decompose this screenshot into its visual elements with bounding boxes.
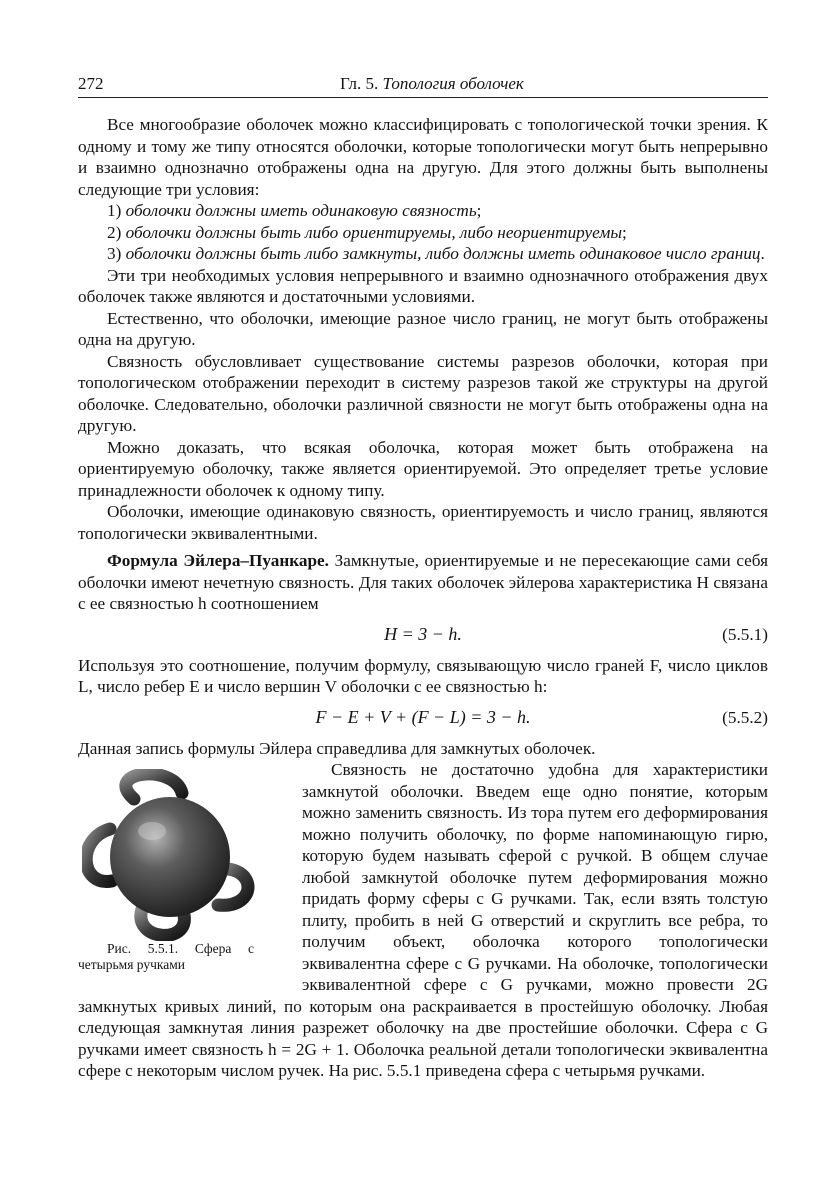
equation-5-5-1 [78,617,768,653]
chapter-title: Топология оболочек [382,74,524,93]
page-number: 272 [78,74,104,93]
sphere-with-handles-image [82,769,260,941]
paragraph-sufficiency: Эти три необходимых условия непрерывного и взаимно однозначного отображения двух оболочек также являются и достаточными условиями. [78,265,768,306]
equation-formula: H = 3 − h. [384,623,462,644]
equation-number: (5.5.1) [722,624,768,644]
figure-caption: Рис. 5.5.1. Сфера с четырьмя ручками [78,941,254,972]
chapter-number: Гл. 5. [340,74,379,93]
paragraph-classification: Все многообразие оболочек можно классифицировать с топологической точки зрения. К одному и тому же типу относятся оболочки, которые топологически могут быть непрерывно и взаимно однозначно отображены одна на другую. Для этого должны быть выполнены следующие три условия: [78,115,768,199]
paragraph-equivalence: Оболочки, имеющие одинаковую связность, ориентируемость и число границ, являются топологически эквивалентными. [78,502,768,543]
running-header [78,74,767,98]
text-body [78,114,768,1082]
paragraph-orientability: Можно доказать, что всякая оболочка, которая может быть отображена на ориентируемую оболочку, также является ориентируемой. Это определяет третье условие принадлежности оболочек к одному типу. [78,437,768,500]
paragraph-euler-poincare: Формула Эйлера–Пуанкаре. Замкнутые, ориентируемые и не пересекающие сами себя оболочки имеют нечетную связность. Для таких оболочек эйлерова характеристика H связана с ее связностью h соотношением [78,551,769,613]
paragraph-boundaries: Естественно, что оболочки, имеющие разное число границ, не могут быть отображены одна на другую. [78,308,768,349]
equation-formula: F − E + V + (F − L) = 3 − h. [315,706,531,727]
paragraph-formula-intro: Используя это соотношение, получим формулу, связывающую число граней F, число циклов L, число ребер E и число вершин V оболочки с ее связностью h: [78,655,768,696]
paragraph-cuts: Связность обусловливает существование системы разрезов оболочки, которая при топологическом отображении переходит в систему разрезов такой же структуры на другой оболочке. Следовательно, оболочки различной связности не могут быть отображены одна на другую. [78,351,768,435]
header-rule [78,97,768,98]
condition-2: 2) оболочки должны быть либо ориентируемы, либо неориентируемы; [107,222,627,242]
condition-1: 1) оболочки должны иметь одинаковую связность; [107,201,482,220]
section-heading: Формула Эйлера–Пуанкаре. [107,551,329,570]
condition-3: 3) оболочки должны быть либо замкнуты, либо должны иметь одинаковое число границ. [107,244,765,263]
figure-5-5-1 [78,759,290,985]
paragraph-euler-note: Данная запись формулы Эйлера справедлива для замкнутых оболочек. [78,738,596,758]
paragraph-handles: Рис. 5.5.1. Сфера с четырьмя ручками Связность не достаточно удобна для характеристики замкнутой оболочки. Введем еще одно понятие, которым можно заменить связность. Из тора путем его деформирования можно получить оболочку, по форме напоминающую гирю, которую будем называть сферой с ручкой. В общем случае любой замкнутой оболочке путем деформирования можно придать форму сферы с G ручками. Так, если взять толстую плиту, пробить в ней G отверстий и скруглить все ребра, то получим объект, оболочка которого топологически эквивалентна сфере с G ручками. На оболочке, топологически эквивалентной сфере с G ручками, можно провести 2G замкнутых кривых линий, по которым она раскраивается в простейшую оболочку. Любая следующая замкнутая линия разрежет оболочку на две простейшие оболочки. Сфера с G ручками имеет связность h = 2G + 1. Оболочка реальной детали топологически эквивалентна сфере с некоторым числом ручек. На рис. 5.5.1 приведена сфера с четырьмя ручками. [78,760,768,1080]
running-title [340,74,524,94]
equation-5-5-2 [78,700,768,736]
equation-number: (5.5.2) [722,707,768,727]
